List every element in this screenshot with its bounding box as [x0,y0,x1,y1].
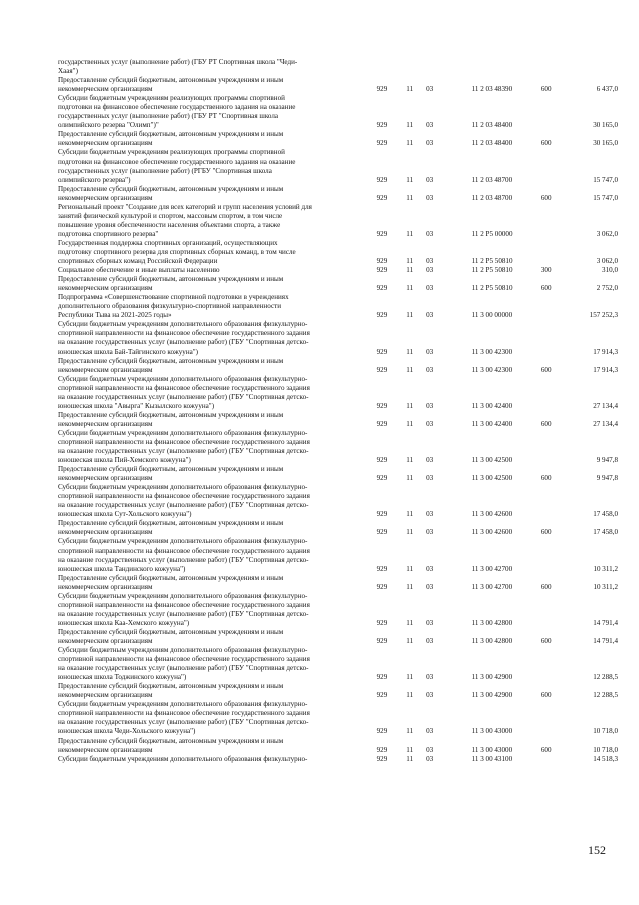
amount-cell: 17 914,3 [593,347,619,356]
row-description: Субсидии бюджетным учреждениям дополнительного образования физкультурно- спортивной направленности на финансовое обеспечение государственного задания на оказание государственных услуг (выполнение работ) (ГБУ "Спортивная детско- юношеская школа Тандинского кожууна") [58,537,310,573]
ved-code-cell: 929 [376,139,388,148]
row-description: Предоставление субсидий бюджетным, автономным учреждениям и иным некоммерческим организациям [58,573,284,591]
row-description: Субсидии бюджетным учреждениям дополнительного образования физкультурно- спортивной направленности на финансовое обеспечение государственного задания на оказание государственных услуг (выполнение работ) (ГБУ "Спортивная детско- юношеская школа Пий-Хемского кожууна") [58,428,310,465]
table-row [58,700,618,736]
ved-code-cell: 929 [376,365,388,374]
subsection-code-cell: 03 [426,229,434,238]
amount-cell: 12 288,5 [593,673,619,682]
table-row [58,94,618,130]
table-row [58,411,618,429]
expense-type-cell: 600 [540,474,552,483]
target-article-cell: 11 2 03 48700 [471,193,513,202]
target-article-cell: 11 3 00 42300 [471,365,513,374]
row-description: Субсидии бюджетным учреждениям дополнительного образования физкультурно- [58,754,308,763]
expense-type-cell: 600 [540,691,552,700]
row-description: Государственная поддержка спортивных организаций, осуществляющих подготовку спортивного резерва для спортивных сборных команд, в том числе спортивных сборных команд Российской Федерации [58,238,296,266]
row-description: Предоставление субсидий бюджетным, автономным учреждениям и иным некоммерческим организациям [58,410,284,428]
amount-cell: 15 747,0 [593,175,619,184]
target-article-cell: 11 2 P5 50810 [471,266,513,275]
table-row [58,519,618,537]
amount-cell: 17 458,0 [593,510,619,519]
subsection-code-cell: 03 [426,754,434,763]
target-article-cell: 11 3 00 42500 [471,474,513,483]
row-description: Предоставление субсидий бюджетным, автономным учреждениям и иным некоммерческим организациям [58,682,284,700]
subsection-code-cell: 03 [426,347,434,356]
section-code-cell: 11 [406,510,414,519]
target-article-cell: 11 3 00 43000 [471,745,513,754]
amount-cell: 14 791,4 [593,618,619,627]
row-description: Субсидии бюджетным учреждениям реализующих программы спортивной подготовки на финансовое обеспечение государственного задания на оказание государственных услуг (выполнение работ) (РГБУ "Спортивная школа олимпийского резерва") [58,148,296,184]
subsection-code-cell: 03 [426,257,434,266]
amount-cell: 10 311,2 [593,582,619,591]
expense-type-cell: 600 [540,528,552,537]
subsection-code-cell: 03 [426,528,434,537]
target-article-cell: 11 3 00 42900 [471,673,513,682]
row-description: Предоставление субсидий бюджетным, автономным учреждениям и иным некоммерческим организациям [58,184,284,202]
amount-cell: 14 518,3 [593,754,619,763]
subsection-code-cell: 03 [426,284,434,293]
table-row [58,429,618,465]
ved-code-cell: 929 [376,193,388,202]
target-article-cell: 11 3 00 42800 [471,637,513,645]
target-article-cell: 11 2 03 48390 [471,85,513,94]
subsection-code-cell: 03 [426,139,434,148]
section-code-cell: 11 [406,175,414,184]
subsection-code-cell: 03 [426,175,434,184]
ved-code-cell: 929 [376,564,388,573]
target-article-cell: 11 3 00 43100 [471,754,513,763]
ved-code-cell: 929 [376,266,388,275]
amount-cell: 17 458,0 [593,528,619,537]
subsection-code-cell: 03 [426,311,434,320]
table-row [58,592,618,628]
ved-code-cell: 929 [376,456,388,465]
row-description: Предоставление субсидий бюджетным, автономным учреждениям и иным некоммерческим организациям [58,736,284,754]
section-code-cell: 11 [406,564,414,573]
table-row [58,293,618,320]
amount-cell: 157 252,3 [589,311,619,320]
table-row [58,185,618,203]
row-description: Субсидии бюджетным учреждениям дополнительного образования физкультурно- спортивной направленности на финансовое обеспечение государственного задания на оказание государственных услуг (выполнение работ) (ГБУ "Спортивная детско- юношеская школа Сут-Хольского кожууна") [58,483,310,519]
section-code-cell: 11 [406,139,414,148]
table-row [58,357,618,375]
expense-type-cell: 600 [540,637,552,645]
table-row [58,239,618,266]
table-row [58,148,618,184]
section-code-cell: 11 [406,347,414,356]
row-description: государственных услуг (выполнение работ) (ГБУ РТ Спортивная школа "Чеди- Хаая") [58,58,298,76]
amount-cell: 27 134,4 [593,401,619,410]
budget-table [58,58,618,764]
row-description: Предоставление субсидий бюджетным, автономным учреждениям и иным некоммерческим организациям [58,76,284,94]
amount-cell: 2 752,0 [596,284,619,293]
amount-cell: 17 914,3 [593,365,619,374]
section-code-cell: 11 [406,456,414,465]
table-row [58,574,618,592]
amount-cell: 10 718,0 [593,727,619,736]
section-code-cell: 11 [406,691,414,700]
target-article-cell: 11 3 00 42700 [471,564,513,573]
row-description: Предоставление субсидий бюджетным, автономным учреждениям и иным некоммерческим организациям [58,356,284,374]
subsection-code-cell: 03 [426,121,434,130]
subsection-code-cell: 03 [426,691,434,700]
ved-code-cell: 929 [376,284,388,293]
row-description: Предоставление субсидий бюджетным, автономным учреждениям и иным некоммерческим организациям [58,519,284,537]
section-code-cell: 11 [406,582,414,591]
table-row [58,375,618,411]
section-code-cell: 11 [406,284,414,293]
ved-code-cell: 929 [376,175,388,184]
ved-code-cell: 929 [376,311,388,320]
section-code-cell: 11 [406,474,414,483]
table-row [58,483,618,519]
table-row [58,76,618,94]
section-code-cell: 11 [406,754,414,763]
table-row [58,646,618,682]
subsection-code-cell: 03 [426,582,434,591]
ved-code-cell: 929 [376,121,388,130]
subsection-code-cell: 03 [426,727,434,736]
table-row [58,628,618,646]
target-article-cell: 11 3 00 42800 [471,618,513,627]
expense-type-cell: 600 [540,85,552,94]
section-code-cell: 11 [406,266,414,275]
table-row [58,320,618,356]
target-article-cell: 11 2 P5 50810 [471,257,513,266]
subsection-code-cell: 03 [426,266,434,275]
amount-cell: 9 947,8 [596,456,619,465]
amount-cell: 30 165,0 [593,121,619,130]
target-article-cell: 11 3 00 42400 [471,401,513,410]
expense-type-cell: 300 [540,266,552,275]
subsection-code-cell: 03 [426,401,434,410]
section-code-cell: 11 [406,745,414,754]
amount-cell: 9 947,8 [596,474,619,483]
row-description: Субсидии бюджетным учреждениям дополнительного образования физкультурно- спортивной направленности на финансовое обеспечение государственного задания на оказание государственных услуг (выполнение работ) (ГБУ "Спортивная детско- юношеская школа Бай-Тайгинского кожууна") [58,320,310,356]
amount-cell: 30 165,0 [593,139,619,148]
target-article-cell: 11 2 P5 00000 [471,229,513,238]
ved-code-cell: 929 [376,347,388,356]
subsection-code-cell: 03 [426,456,434,465]
row-description: Субсидии бюджетным учреждениям дополнительного образования физкультурно- спортивной направленности на финансовое обеспечение государственного задания на оказание государственных услуг (выполнение работ) (ГБУ "Спортивная детско- юношеская школа Чеди-Хольского кожууна") [58,700,310,736]
ved-code-cell: 929 [376,673,388,682]
subsection-code-cell: 03 [426,673,434,682]
target-article-cell: 11 3 00 42600 [471,528,513,537]
row-description: Субсидии бюджетным учреждениям дополнительного образования физкультурно- спортивной направленности на финансовое обеспечение государственного задания на оказание государственных услуг (выполнение работ) (ГБУ "Спортивная детско- юношеская школа Тоджинского кожууна") [58,646,310,682]
section-code-cell: 11 [406,365,414,374]
table-row [58,682,618,700]
section-code-cell: 11 [406,193,414,202]
subsection-code-cell: 03 [426,85,434,94]
amount-cell: 3 062,0 [596,229,619,238]
table-row [58,755,618,764]
row-description: Субсидии бюджетным учреждениям реализующих программы спортивной подготовки на финансовое обеспечение государственного задания на оказание государственных услуг (выполнение работ) (ГБУ РТ "Спортивная школа олимпийского резерва "Олимп")" [58,94,296,130]
target-article-cell: 11 2 P5 50810 [471,284,513,293]
amount-cell: 10 311,2 [593,564,619,573]
ved-code-cell: 929 [376,637,388,645]
table-row [58,737,618,755]
section-code-cell: 11 [406,673,414,682]
amount-cell: 12 288,5 [593,691,619,700]
expense-type-cell: 600 [540,193,552,202]
target-article-cell: 11 2 03 48400 [471,121,513,130]
target-article-cell: 11 2 03 48400 [471,139,513,148]
subsection-code-cell: 03 [426,637,434,645]
row-description: Предоставление субсидий бюджетным, автономным учреждениям и иным некоммерческим организациям [58,627,284,645]
target-article-cell: 11 3 00 42300 [471,347,513,356]
ved-code-cell: 929 [376,528,388,537]
section-code-cell: 11 [406,121,414,130]
section-code-cell: 11 [406,419,414,428]
section-code-cell: 11 [406,401,414,410]
subsection-code-cell: 03 [426,365,434,374]
row-description: Субсидии бюджетным учреждениям дополнительного образования физкультурно- спортивной направленности на финансовое обеспечение государственного задания на оказание государственных услуг (выполнение работ) (ГБУ "Спортивная детско- юношеская школа "Авырга" Кызылского кожууна") [58,374,310,410]
ved-code-cell: 929 [376,618,388,627]
expense-type-cell: 600 [540,582,552,591]
target-article-cell: 11 3 00 42400 [471,419,513,428]
target-article-cell: 11 2 03 48700 [471,175,513,184]
subsection-code-cell: 03 [426,193,434,202]
ved-code-cell: 929 [376,401,388,410]
row-description: Предоставление субсидий бюджетным, автономным учреждениям и иным некоммерческим организациям [58,465,284,483]
ved-code-cell: 929 [376,229,388,238]
expense-type-cell: 600 [540,365,552,374]
ved-code-cell: 929 [376,691,388,700]
subsection-code-cell: 03 [426,745,434,754]
ved-code-cell: 929 [376,474,388,483]
row-description: Социальное обеспечение и иные выплаты населению [58,266,220,275]
subsection-code-cell: 03 [426,564,434,573]
section-code-cell: 11 [406,637,414,645]
ved-code-cell: 929 [376,582,388,591]
table-row [58,130,618,148]
subsection-code-cell: 03 [426,510,434,519]
ved-code-cell: 929 [376,419,388,428]
expense-type-cell: 600 [540,139,552,148]
section-code-cell: 11 [406,618,414,627]
subsection-code-cell: 03 [426,474,434,483]
target-article-cell: 11 3 00 42600 [471,510,513,519]
section-code-cell: 11 [406,528,414,537]
ved-code-cell: 929 [376,510,388,519]
section-code-cell: 11 [406,85,414,94]
target-article-cell: 11 3 00 42500 [471,456,513,465]
target-article-cell: 11 3 00 42700 [471,582,513,591]
table-row [58,58,618,76]
table-row [58,203,618,239]
ved-code-cell: 929 [376,745,388,754]
ved-code-cell: 929 [376,754,388,763]
row-description: Предоставление субсидий бюджетным, автономным учреждениям и иным некоммерческим организациям [58,130,284,148]
amount-cell: 6 437,0 [596,85,619,94]
amount-cell: 14 791,4 [593,637,619,645]
table-row [58,465,618,483]
table-row [58,266,618,275]
amount-cell: 3 062,0 [596,257,619,266]
ved-code-cell: 929 [376,257,388,266]
subsection-code-cell: 03 [426,618,434,627]
amount-cell: 27 134,4 [593,419,619,428]
row-description: Субсидии бюджетным учреждениям дополнительного образования физкультурно- спортивной направленности на финансовое обеспечение государственного задания на оказание государственных услуг (выполнение работ) (ГБУ "Спортивная детско- юношеская школа Каа-Хемского кожууна") [58,591,310,627]
target-article-cell: 11 3 00 00000 [471,311,513,320]
ved-code-cell: 929 [376,727,388,736]
table-row [58,537,618,573]
section-code-cell: 11 [406,727,414,736]
section-code-cell: 11 [406,229,414,238]
target-article-cell: 11 3 00 43000 [471,727,513,736]
target-article-cell: 11 3 00 42900 [471,691,513,700]
table-row [58,275,618,293]
amount-cell: 310,0 [602,266,619,275]
row-description: Предоставление субсидий бюджетным, автономным учреждениям и иным некоммерческим организациям [58,275,284,293]
ved-code-cell: 929 [376,85,388,94]
amount-cell: 10 718,0 [593,745,619,754]
row-description: Подпрограмма «Совершенствование спортивной подготовки в учреждениях дополнительного образования физкультурно-спортивной направленности Республики Тыва на 2021-2025 годы» [58,293,289,320]
row-description: Региональный проект "Создание для всех категорий и групп населения условий для занятий физической культурой и спортом, массовым спортом, в том числе повышение уровня обеспеченности населения объектами спорта, а также подготовка спортивного резерва" [58,202,312,238]
expense-type-cell: 600 [540,284,552,293]
amount-cell: 15 747,0 [593,193,619,202]
subsection-code-cell: 03 [426,419,434,428]
page-number: 152 [588,843,606,857]
section-code-cell: 11 [406,311,414,320]
section-code-cell: 11 [406,257,414,266]
expense-type-cell: 600 [540,419,552,428]
expense-type-cell: 600 [540,745,552,754]
